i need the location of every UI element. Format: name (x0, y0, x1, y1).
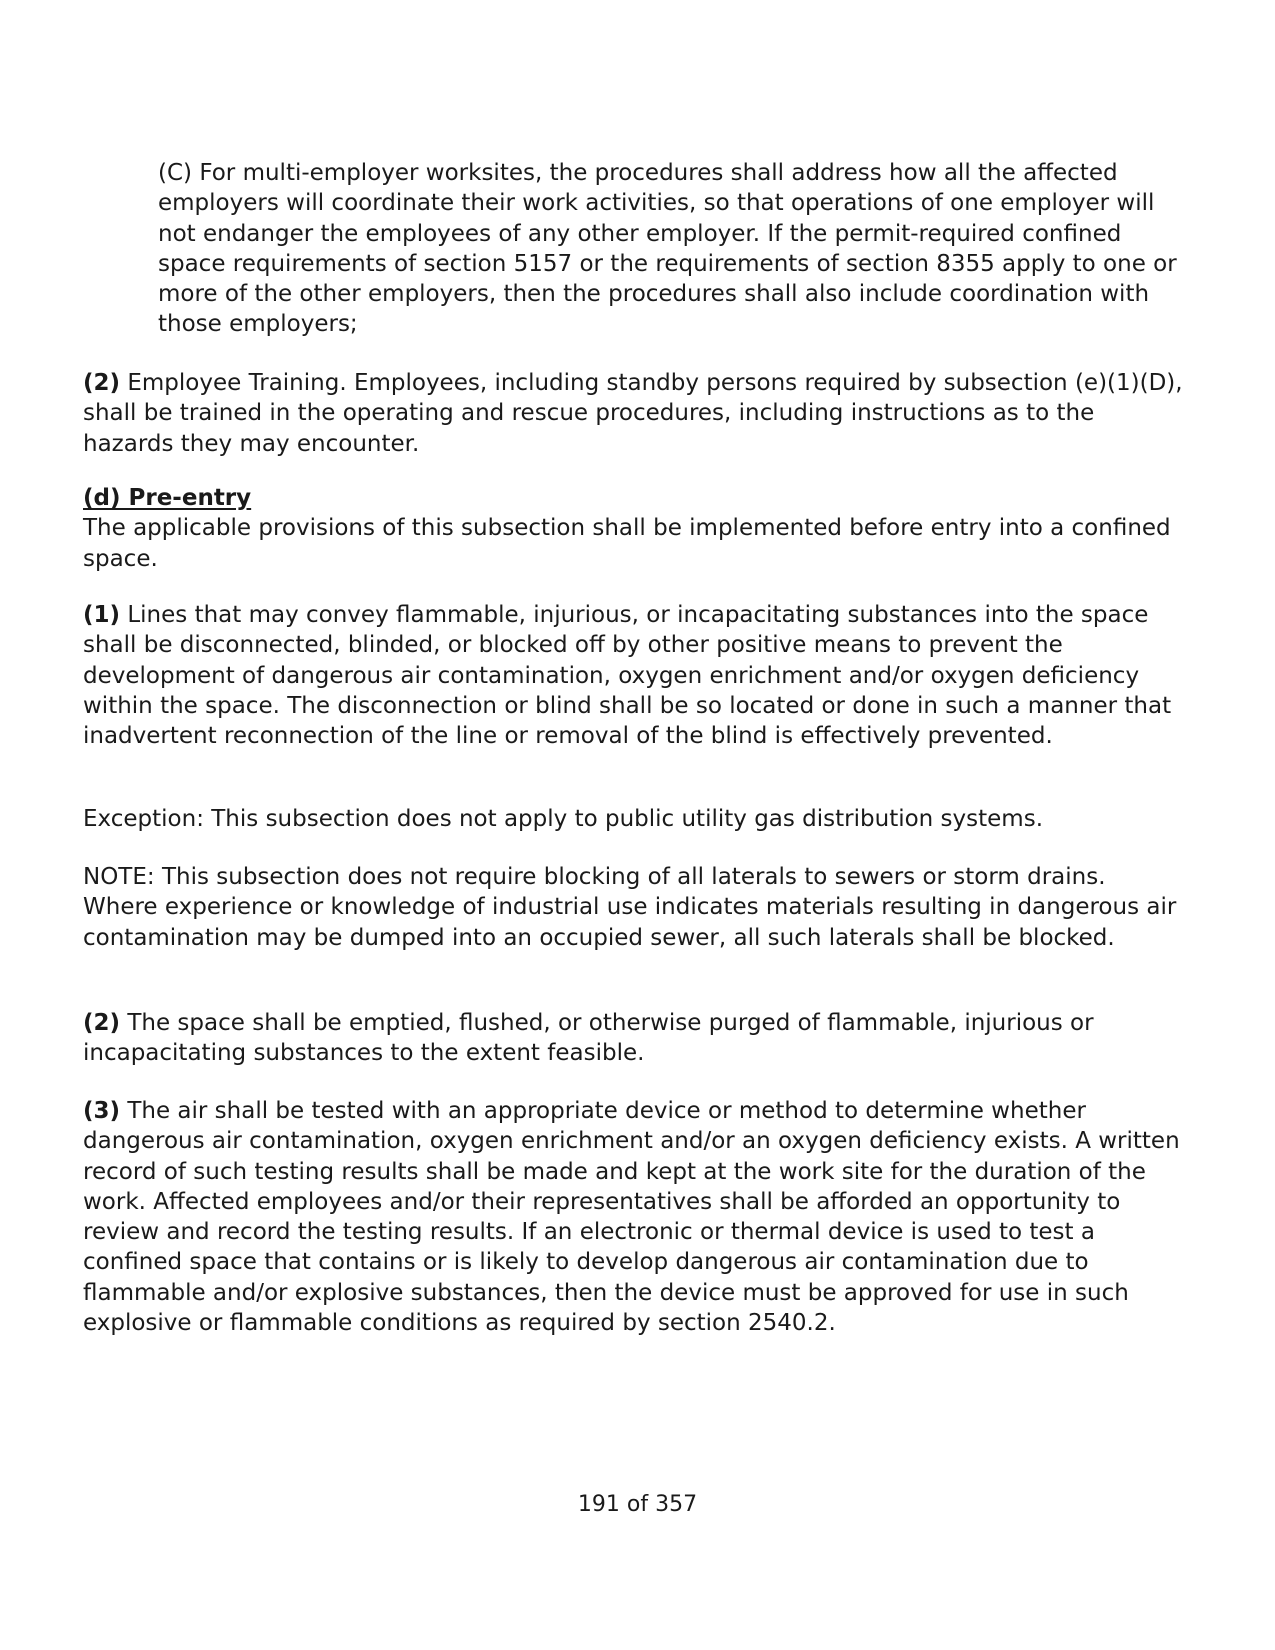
paragraph-c-multi-employer (158, 158, 1178, 340)
paragraph-number-label: (1) (83, 602, 121, 628)
paragraph-air-testing (83, 1096, 1183, 1338)
paragraph-lines-text: Lines that may convey flammable, injurious, or incapacitating substances into the space shall be disconnected, blinded, or blocked off by other positive means to prevent the development of dangerous air contamination, oxygen enrichment and/or oxygen deficiency within the space. The disconnection or blind shall be so located or done in such a manner that inadvertent reconnection of the line or removal of the blind is effectively prevented. (83, 602, 1172, 750)
paragraph-number-label: (3) (83, 1098, 121, 1124)
paragraph-emptied-text: The space shall be emptied, flushed, or otherwise purged of flammable, injurious or incapacitating substances to the extent feasible. (83, 1010, 1094, 1067)
page-number: 191 of 357 (577, 1492, 698, 1517)
paragraph-exception (83, 804, 1183, 834)
paragraph-note (83, 862, 1183, 953)
paragraph-number-label: (2) (83, 370, 121, 396)
paragraph-air-test-text: The air shall be tested with an appropriate device or method to determine whether dangerous air contamination, oxygen enrichment and/or an oxygen deficiency exists. A written record of such testing results shall be made and kept at the work site for the duration of the work. Affected employees and/or their representatives shall be afforded an opportunity to review and record the testing results. If an electronic or thermal device is used to test a confined space that contains or is likely to develop dangerous air contamination due to flammable and/or explosive substances, then the device must be approved for use in such explosive or flammable conditions as required by section 2540.2. (83, 1098, 1180, 1337)
paragraph-note-text: NOTE: This subsection does not require blocking of all laterals to sewers or storm drains. Where experience or knowledge of industrial use indicates materials resulting in dangerous air contamination may be dumped into an occupied sewer, all such laterals shall be blocked. (83, 864, 1177, 951)
paragraph-training-text: Employee Training. Employees, including standby persons required by subsection (e)(1)(D), shall be trained in the operating and rescue procedures, including instructions as to the hazards they may encounter. (83, 370, 1183, 457)
paragraph-c-text: (C) For multi-employer worksites, the procedures shall address how all the affected employers will coordinate their work activities, so that operations of one employer will not endanger the employees of any other employer. If the permit-required confined space requirements of section 5157 or the requirements of section 8355 apply to one or more of the other employers, then the procedures shall also include coordination with those employers; (158, 160, 1177, 338)
section-pre-entry (83, 483, 1183, 574)
section-intro-text: The applicable provisions of this subsection shall be implemented before entry into a confined space. (83, 515, 1171, 572)
paragraph-employee-training (83, 368, 1183, 459)
paragraph-emptied (83, 1008, 1183, 1069)
paragraph-number-label: (2) (83, 1010, 121, 1036)
paragraph-lines (83, 600, 1183, 751)
section-heading: (d) Pre-entry (83, 485, 252, 511)
paragraph-exception-text: Exception: This subsection does not apply to public utility gas distribution systems. (83, 806, 1044, 832)
